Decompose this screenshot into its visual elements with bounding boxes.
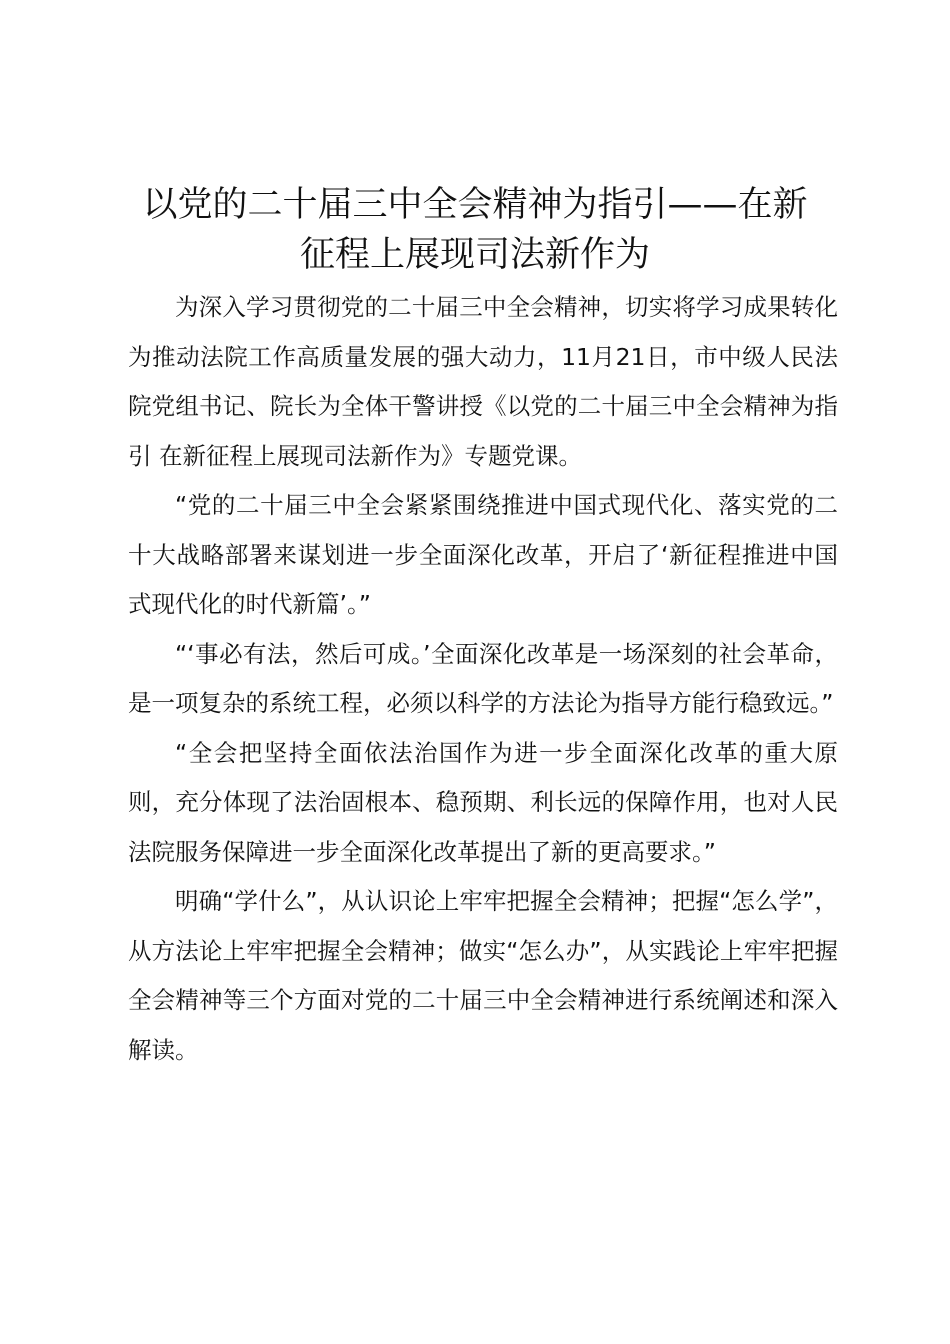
- title-line-2: 征程上展现司法新作为: [299, 235, 650, 275]
- paragraph-intro: 为深入学习贯彻党的二十届三中全会精神，切实将学习成果转化为推动法院工作高质量发展的强大动力，11月21日，市中级人民法院党组书记、院长为全体干警讲授《以党的二十届三中全会精神为指引 在新征程上展现司法新作为》专题党课。: [128, 293, 838, 470]
- paragraph-quote-method: “‘事必有法，然后可成。’全面深化改革是一场深刻的社会革命，是一项复杂的系统工程，必须以科学的方法论为指导方能行稳致远。”: [128, 639, 838, 717]
- document-title: [120, 180, 830, 280]
- paragraph-quote-reform: “党的二十届三中全会紧紧围绕推进中国式现代化、落实党的二十大战略部署来谋划进一步全面深化改革，开启了‘新征程推进中国式现代化的时代新篇’。”: [128, 491, 838, 618]
- paragraph-summary: 明确“学什么”，从认识论上牢牢把握全会精神；把握“怎么学”，从方法论上牢牢把握全会精神；做实“怎么办”，从实践论上牢牢把握全会精神等三个方面对党的二十届三中全会精神进行系统阐述和深入解读。: [128, 887, 838, 1064]
- title-line-1: 以党的二十届三中全会精神为指引——在新: [142, 185, 808, 225]
- paragraph-quote-rule-of-law: “全会把坚持全面依法治国作为进一步全面深化改革的重大原则，充分体现了法治固根本、稳预期、利长远的保障作用，也对人民法院服务保障进一步全面深化改革提出了新的更高要求。”: [128, 738, 838, 866]
- document-body: [128, 283, 838, 1075]
